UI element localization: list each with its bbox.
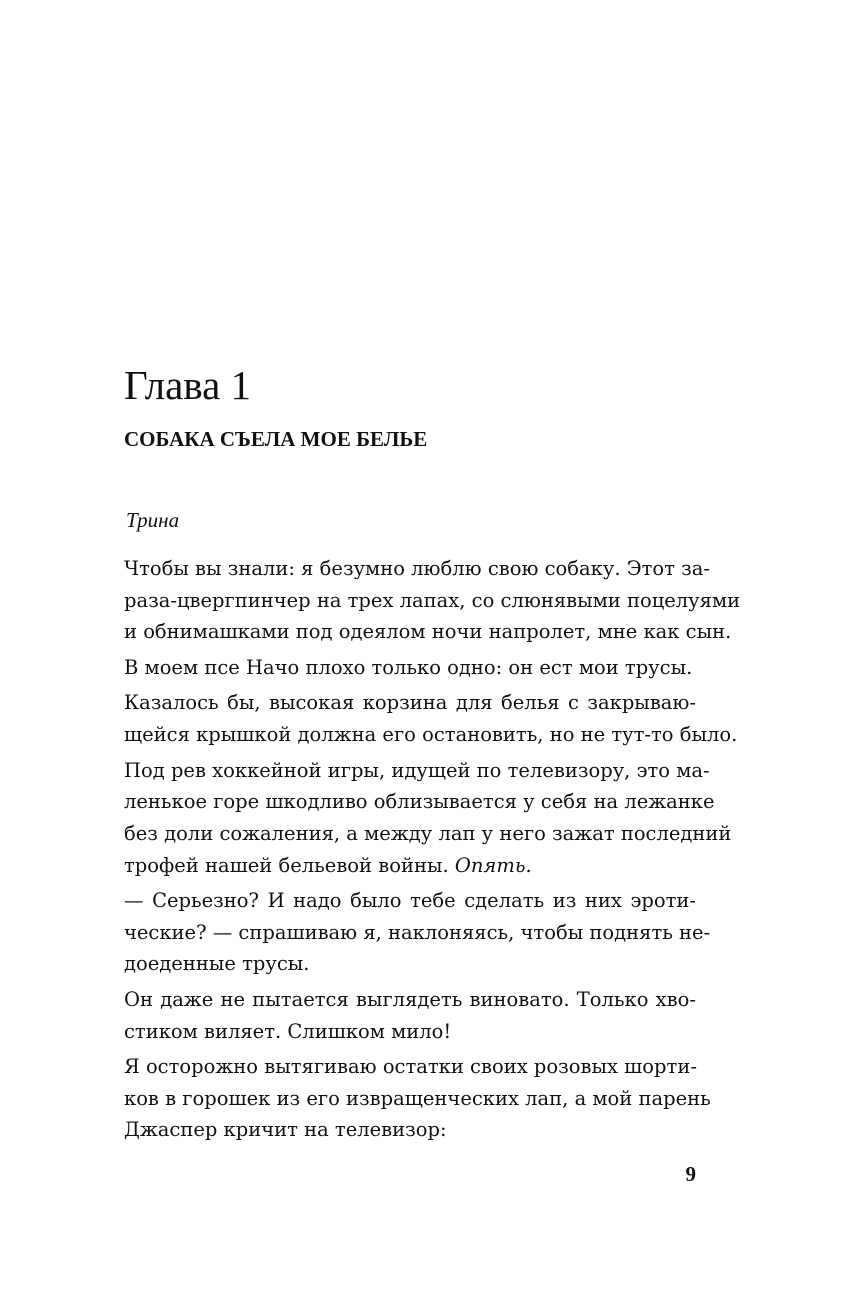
- text-line: без доли сожаления, а между лап у него зажат последний: [124, 821, 732, 845]
- text-line: Джаспер кричит на телевизор:: [124, 1118, 447, 1142]
- paragraph: [124, 652, 696, 684]
- chapter-body: [124, 553, 741, 1150]
- text-line: Он даже не пытается выглядеть виновато. Только хво-: [124, 987, 696, 1011]
- text-line-prefix: трофей нашей бельевой войны.: [124, 853, 455, 877]
- chapter-number: Глава 1: [124, 362, 252, 408]
- text-line: стиком виляет. Слишком мило!: [124, 1019, 452, 1043]
- text-line: ленькое горе шкодливо облизывается у себя на лежанке: [124, 790, 715, 814]
- narrator-name: Трина: [126, 508, 180, 532]
- paragraph: [124, 1051, 711, 1146]
- text-line: и обнимашками под одеялом ночи напролет, мне как сын.: [124, 620, 732, 644]
- text-line: Казалось бы, высокая корзина для белья с закрываю-: [124, 691, 696, 715]
- text-line: раза-цвергпинчер на трех лапах, со слюнявыми поцелуями: [124, 588, 741, 612]
- paragraph: [124, 885, 711, 980]
- text-line: — Серьезно? И надо было тебе сделать из них эроти-: [124, 889, 696, 913]
- paragraph: [124, 755, 732, 882]
- text-line: Под рев хоккейной игры, идущей по телевизору, это ма-: [124, 758, 710, 782]
- chapter-title: СОБАКА СЪЕЛА МОЕ БЕЛЬЕ: [124, 427, 428, 451]
- text-line: В моем псе Начо плохо только одно: он ест мои трусы.: [124, 655, 693, 679]
- text-line: Я осторожно вытягиваю остатки своих розовых шорти-: [124, 1055, 697, 1079]
- text-line: [124, 850, 696, 882]
- paragraph: [124, 553, 741, 648]
- text-line: ков в горошек из его извращенческих лап, а мой парень: [124, 1086, 711, 1110]
- text-line: ческие? — спрашиваю я, наклоняясь, чтобы поднять не-: [124, 920, 711, 944]
- text-line: щейся крышкой должна его остановить, но не тут-то было.: [124, 723, 738, 747]
- text-line: Чтобы вы знали: я безумно люблю свою собаку. Этот за-: [124, 557, 711, 580]
- page-number: 9: [685, 1162, 696, 1186]
- text-line: доеденные трусы.: [124, 952, 310, 976]
- emphasized-word: Опять.: [454, 853, 532, 877]
- paragraph: [124, 687, 738, 750]
- paragraph: [124, 984, 696, 1047]
